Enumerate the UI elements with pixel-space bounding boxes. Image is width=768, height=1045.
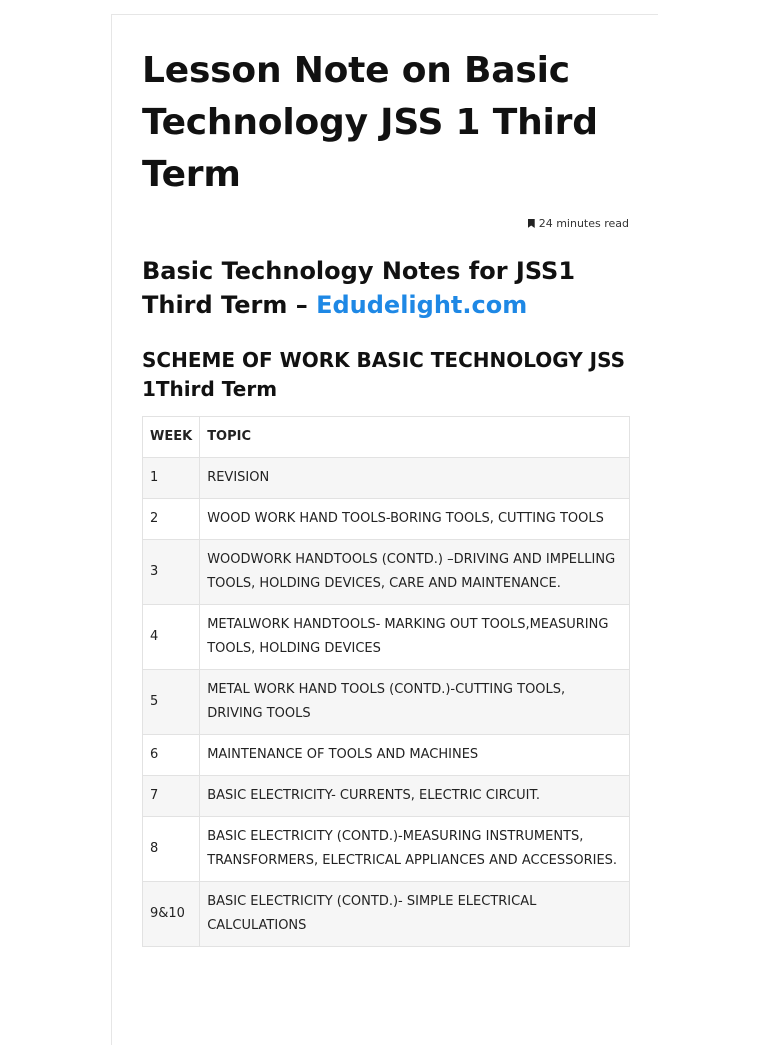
table-row	[143, 458, 630, 499]
table-row	[143, 776, 630, 817]
week-cell: 9&10	[143, 882, 200, 947]
week-cell: 1	[143, 458, 200, 499]
read-time	[142, 217, 629, 230]
topic-cell: METAL WORK HAND TOOLS (CONTD.)-CUTTING TOOLS, DRIVING TOOLS	[200, 670, 630, 735]
subtitle-text: Basic Technology Notes for JSS1 Third Term –	[142, 257, 576, 319]
topic-cell: BASIC ELECTRICITY- CURRENTS, ELECTRIC CIRCUIT.	[200, 776, 630, 817]
week-cell: 5	[143, 670, 200, 735]
header-topic: TOPIC	[200, 417, 630, 458]
scheme-of-work-table	[142, 416, 630, 947]
week-cell: 8	[143, 817, 200, 882]
header-week: WEEK	[143, 417, 200, 458]
topic-cell: REVISION	[200, 458, 630, 499]
table-row	[143, 735, 630, 776]
table-row	[143, 670, 630, 735]
topic-cell: MAINTENANCE OF TOOLS AND MACHINES	[200, 735, 630, 776]
read-time-label: 24 minutes read	[538, 217, 629, 230]
bookmark-icon	[528, 219, 535, 228]
section-heading: SCHEME OF WORK BASIC TECHNOLOGY JSS 1Third Term	[142, 348, 626, 401]
article-title: Lesson Note on Basic Technology JSS 1 Third Term	[142, 50, 598, 195]
topic-cell: BASIC ELECTRICITY (CONTD.)- SIMPLE ELECTRICAL CALCULATIONS	[200, 882, 630, 947]
article-content	[142, 45, 629, 947]
topic-cell: BASIC ELECTRICITY (CONTD.)-MEASURING INSTRUMENTS, TRANSFORMERS, ELECTRICAL APPLIANCES AND ACCESSORIES.	[200, 817, 630, 882]
table-row	[143, 540, 630, 605]
week-cell: 2	[143, 499, 200, 540]
week-cell: 3	[143, 540, 200, 605]
table-row	[143, 882, 630, 947]
week-cell: 4	[143, 605, 200, 670]
topic-cell: WOOD WORK HAND TOOLS-BORING TOOLS, CUTTING TOOLS	[200, 499, 630, 540]
table-row	[143, 817, 630, 882]
week-cell: 7	[143, 776, 200, 817]
article-card	[111, 14, 658, 1045]
edudelight-link[interactable]: Edudelight.com	[316, 291, 528, 319]
table-row	[143, 605, 630, 670]
topic-cell: METALWORK HANDTOOLS- MARKING OUT TOOLS,MEASURING TOOLS, HOLDING DEVICES	[200, 605, 630, 670]
topic-cell: WOODWORK HANDTOOLS (CONTD.) –DRIVING AND IMPELLING TOOLS, HOLDING DEVICES, CARE AND MAINTENANCE.	[200, 540, 630, 605]
table-row	[143, 499, 630, 540]
article-subtitle	[142, 254, 629, 322]
week-cell: 6	[143, 735, 200, 776]
table-header-row	[143, 417, 630, 458]
